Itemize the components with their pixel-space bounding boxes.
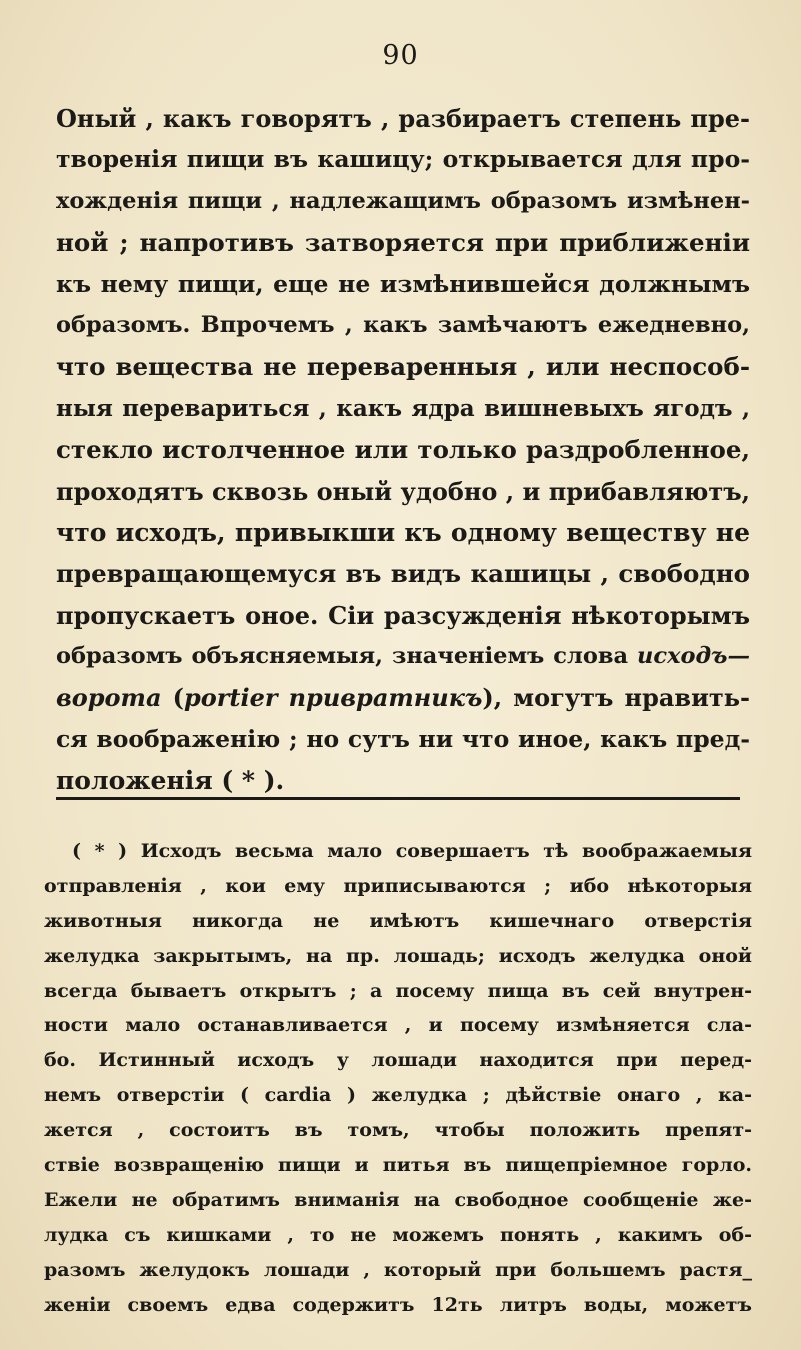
- footnote-line: ности мало останавливается , и посему измѣняется сла-: [44, 1014, 752, 1037]
- footnote-line: ( * ) Исходъ весьма мало совершаетъ тѣ воображаемыя: [72, 840, 752, 862]
- footnote-line: животныя никогда не имѣютъ кишечнаго отверстія: [44, 909, 752, 932]
- text-line: проходятъ сквозь оный удобно , и прибавляютъ,: [56, 476, 750, 506]
- text-segment: (: [161, 683, 184, 713]
- text-line: образомъ. Впрочемъ , какъ замѣчаютъ ежедневно,: [56, 311, 750, 338]
- italic-term: ворота: [56, 683, 162, 713]
- footnote-line: ствіе возвращенію пищи и питья въ пищепріемное горло.: [44, 1154, 752, 1177]
- footnote-line: Ежели не обратимъ вниманія на свободное сообщеніе же-: [44, 1188, 752, 1211]
- footnote-line: жется , состоитъ въ томъ, чтобы положить препят-: [44, 1119, 752, 1142]
- text-segment: образомъ объясняемыя, значеніемъ слова: [56, 643, 638, 670]
- italic-term: portier привратникъ: [183, 683, 483, 713]
- footnote-separator: [56, 797, 740, 800]
- text-line: положенія ( * ).: [56, 766, 285, 796]
- footnote-line: желудка закрытымъ, на пр. лошадь; исходъ желудка оной: [44, 944, 752, 967]
- text-line: ся воображенію ; но сутъ ни что иное, какъ пред-: [56, 724, 750, 753]
- text-line: [56, 677, 750, 718]
- footnote-line: бо. Истинный исходъ у лошади находится при перед-: [44, 1049, 752, 1072]
- text-segment: ), могутъ нравить-: [482, 683, 751, 713]
- page-number: 90: [382, 40, 419, 71]
- text-line: Оный , какъ говорятъ , разбираетъ степень пре-: [56, 104, 750, 133]
- footnote-line: немъ отверстіи ( cardia ) желудка ; дѣйствіе онаго , ка-: [44, 1084, 752, 1107]
- text-line: что вещества не переваренныя , или неспособ-: [56, 352, 750, 382]
- footnote-line: отправленія , кои ему приписываются ; ибо нѣкоторыя: [44, 874, 752, 897]
- text-line: превращающемуся въ видъ кашицы , свободно: [56, 559, 750, 589]
- italic-term: исходъ—: [637, 643, 750, 670]
- text-line: хожденія пищи , надлежащимъ образомъ измѣнен-: [56, 187, 750, 214]
- text-line: стекло истолченное или только раздробленное,: [56, 435, 750, 465]
- footnote-line: женіи своемъ едва содержитъ 12ть литръ воды, можетъ: [44, 1293, 752, 1316]
- text-line: ныя перевариться , какъ ядра вишневыхъ ягодъ ,: [56, 394, 750, 422]
- text-line: къ нему пищи, еще не измѣнившейся должнымъ: [56, 269, 750, 298]
- main-text: [56, 98, 750, 802]
- text-line: ной ; напротивъ затворяется при приближеніи: [56, 228, 750, 258]
- footnote-line: лудка съ кишками , то не можемъ понять , какимъ об-: [44, 1223, 752, 1246]
- footnote-line: разомъ желудокъ лошади , который при большемъ растя_: [44, 1258, 752, 1281]
- footnote: [44, 834, 752, 1322]
- text-line: пропускаетъ оное. Сіи разсужденія нѣкоторымъ: [56, 600, 750, 630]
- text-line: что исходъ, привыкши къ одному веществу не: [56, 517, 750, 547]
- text-line: [56, 636, 750, 677]
- text-line: творенія пищи въ кашицу; открывается для про-: [56, 145, 750, 174]
- footnote-line: всегда бываетъ открытъ ; а посему пища въ сей внутрен-: [44, 979, 752, 1002]
